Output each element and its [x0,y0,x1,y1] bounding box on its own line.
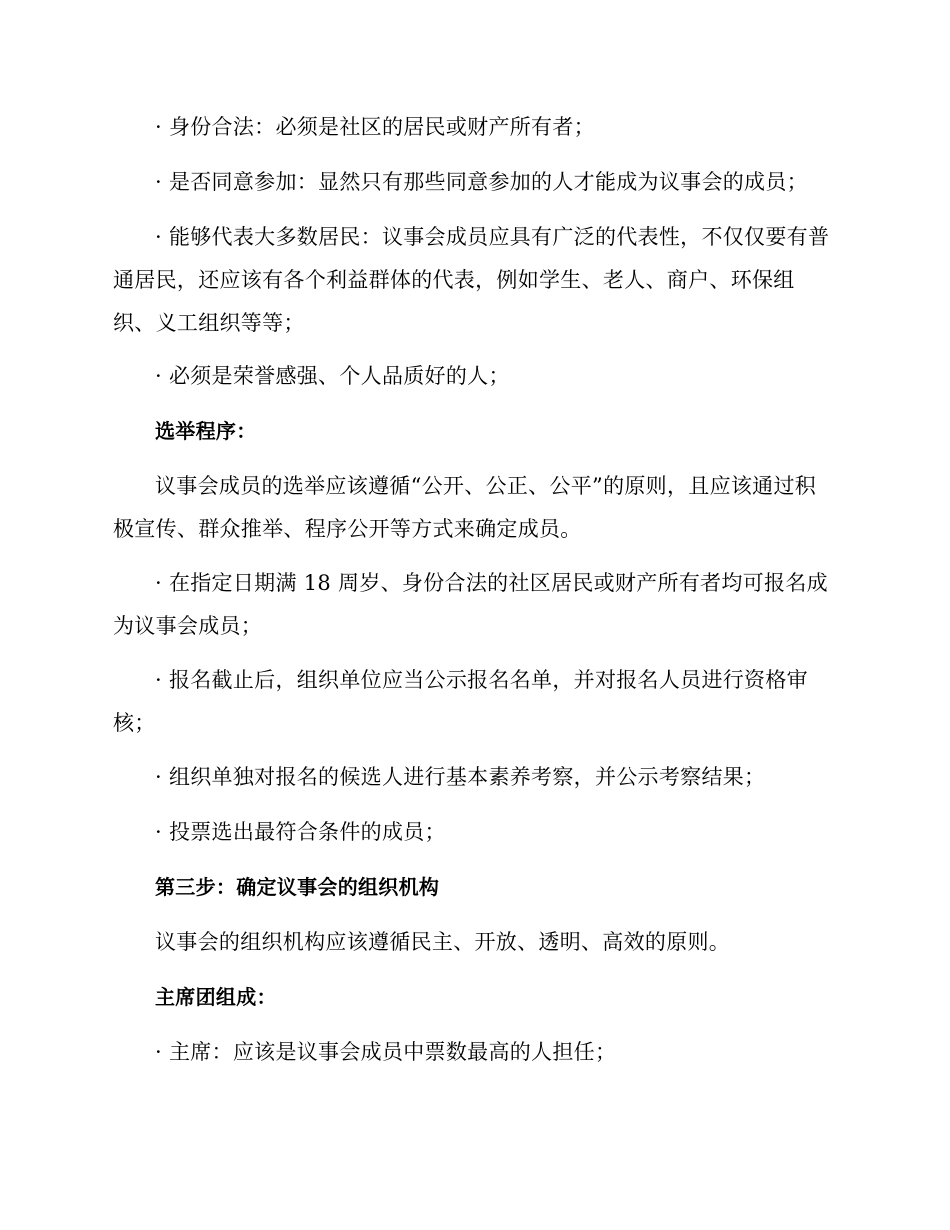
paragraph-organization-principles: 议事会的组织机构应该遵循民主、开放、透明、高效的原则。 [155,930,731,954]
bullet-registration-eligibility: · 在指定日期满 18 周岁、身份合法的社区居民或财产所有者均可报名成为议事会成员； [113,571,828,638]
heading-election-procedure: 选举程序： [155,419,257,443]
bullet-candidate-assessment: · 组织单独对报名的候选人进行基本素养考察，并公示考察结果； [155,765,766,789]
bullet-identity-legal: · 身份合法：必须是社区的居民或财产所有者； [155,115,595,139]
heading-step-three: 第三步：确定议事会的组织机构 [155,875,440,899]
heading-presidium: 主席团组成： [155,985,277,1009]
bullet-honor-character: · 必须是荣誉感强、个人品质好的人； [155,364,510,388]
bullet-consent-to-participate: · 是否同意参加：显然只有那些同意参加的人才能成为议事会的成员； [155,170,808,194]
bullet-registration-review: · 报名截止后，组织单位应当公示报名名单，并对报名人员进行资格审核； [113,668,808,735]
bullet-represent-majority: · 能够代表大多数居民：议事会成员应具有广泛的代表性，不仅仅要有普通居民，还应该有各个利益群体的代表，例如学生、老人、商户、环保组织、义工组织等等； [113,225,830,335]
paragraph-election-principles: 议事会成员的选举应该遵循“公开、公正、公平”的原则，且应该通过积极宣传、群众推举、程序公开等方式来确定成员。 [113,474,817,541]
bullet-vote-selection: · 投票选出最符合条件的成员； [155,820,446,844]
bullet-chairman: · 主席：应该是议事会成员中票数最高的人担任； [155,1040,617,1064]
